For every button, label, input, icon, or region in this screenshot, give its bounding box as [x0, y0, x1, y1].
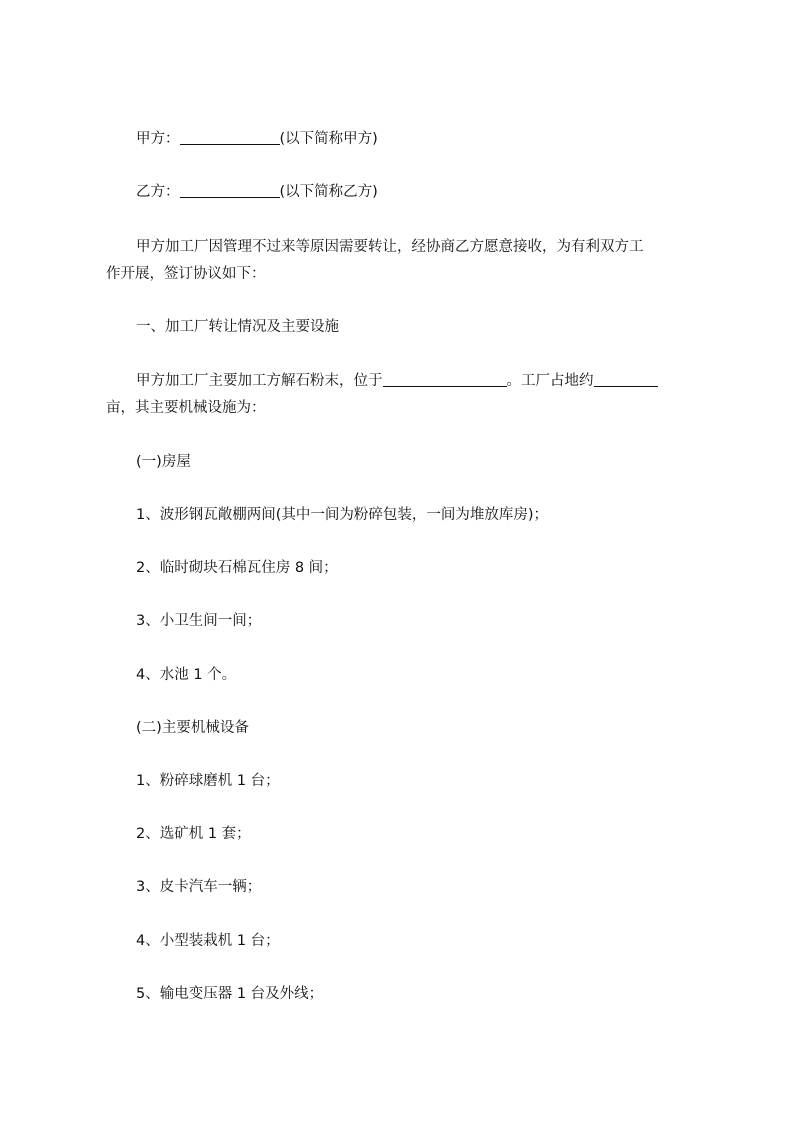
- facility-part-2: 。工厂占地约: [506, 373, 594, 389]
- equipment-item: 5、输电变压器 1 台及外线；: [136, 986, 324, 1002]
- intro-line-2: 作开展，签订协议如下：: [106, 266, 266, 282]
- intro-paragraph: [106, 234, 704, 288]
- housing-item: 1、波形钢瓦敞棚两间(其中一间为粉碎包装，一间为堆放库房)；: [136, 507, 549, 523]
- party-a-suffix: (以下简称甲方): [279, 131, 378, 147]
- intro-line-1: 甲方加工厂因管理不过来等原因需要转让，经协商乙方愿意接收，为有利双方工: [136, 239, 644, 255]
- party-b-line: [136, 179, 378, 206]
- party-a-line: [136, 126, 378, 153]
- equipment-item: 3、皮卡汽车一辆；: [136, 879, 262, 895]
- housing-title: (一)房屋: [136, 454, 191, 470]
- section-1-title: 一、加工厂转让情况及主要设施: [136, 319, 339, 335]
- facility-line-2: 亩，其主要机械设施为：: [106, 400, 266, 416]
- equipment-item: 1、粉碎球磨机 1 台；: [136, 773, 280, 789]
- equipment-title: (二)主要机械设备: [136, 720, 249, 736]
- equipment-item: 2、选矿机 1 套；: [136, 826, 251, 842]
- facility-part-1: 甲方加工厂主要加工方解石粉末，位于: [136, 373, 383, 389]
- party-b-blank: [180, 183, 280, 198]
- party-a-blank: [180, 130, 280, 145]
- party-b-suffix: (以下简称乙方): [279, 184, 378, 200]
- housing-item: 3、小卫生间一间；: [136, 613, 262, 629]
- party-b-label: 乙方：: [136, 184, 180, 200]
- area-blank: [594, 372, 658, 387]
- facility-paragraph: [106, 368, 704, 422]
- housing-item: 4、水池 1 个。: [136, 667, 237, 683]
- facility-line-1: [136, 368, 704, 395]
- equipment-item: 4、小型装栽机 1 台；: [136, 933, 280, 949]
- location-blank: [383, 372, 507, 387]
- party-a-label: 甲方：: [136, 131, 180, 147]
- housing-item: 2、临时砌块石棉瓦住房 8 间；: [136, 560, 338, 576]
